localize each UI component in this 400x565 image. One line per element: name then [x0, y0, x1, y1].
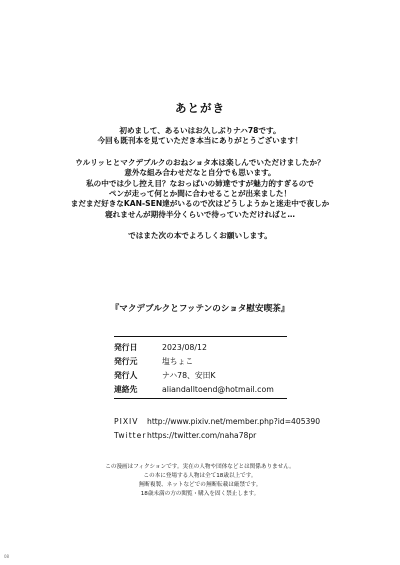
book-title: 『マクデブルクとフッテンのショタ慰安喫茶』 [110, 304, 290, 314]
colophon-label: 連絡先 [114, 385, 138, 395]
colophon-label: 発行元 [114, 356, 138, 366]
disclaimer-line: この漫画はフィクションです。実在の人物や団体などとは関係ありません。 [105, 464, 295, 470]
disclaimer-line: 18歳未満の方の閲覧・購入を固く禁止します。 [140, 491, 260, 497]
afterword-line: 寝れませんが期待半分くらいで待っていただければと… [105, 209, 295, 219]
colophon-row-contact [114, 383, 314, 397]
afterword-line: ウルリッヒとマクデブルクのおねショタ本は楽しんでいただけましたか？ [75, 157, 325, 167]
afterword-line: まだまだ好きなKAN-SEN達がいるので次はどうしようかと迷走中で夜しか [70, 199, 330, 209]
disclaimer [0, 463, 400, 499]
colophon-value: 塩ちょこ [162, 356, 194, 366]
link-label: PIXIV [114, 416, 139, 426]
colophon-row-publisher [114, 354, 314, 368]
colophon-row-issuer [114, 368, 314, 382]
afterword-text [0, 126, 400, 242]
link-row-twitter [114, 428, 364, 442]
paragraph-gap [0, 220, 400, 231]
link-label: Twitter [114, 430, 147, 440]
afterword-line: ではまた次の本でよろしくお願いします。 [128, 231, 272, 241]
colophon-value: ナハ78、安田K [162, 370, 216, 380]
colophon-label: 発行日 [114, 342, 138, 352]
afterword-line: 初めまして、あるいはお久しぶりナハ78です。 [119, 126, 281, 135]
disclaimer-line: 無断複製、ネットなどでの無断転載は厳禁です。 [138, 482, 262, 488]
afterword-line: 今回も既刊本を見ていただき本当にありがとうございます！ [97, 136, 303, 146]
colophon-value: 2023/08/12 [162, 342, 207, 352]
afterword-line: 意外な組み合わせだなと自分でも思います。 [124, 168, 276, 178]
colophon-value: aliandalltoend@hotmail.com [162, 385, 274, 395]
colophon-top-rule [114, 336, 287, 337]
afterword-heading: あとがき [175, 101, 225, 115]
link-row-pixiv [114, 414, 364, 428]
afterword-line: ペンが走って何とか間に合わせることが出来ました！ [108, 189, 292, 199]
page-number: 08 [4, 554, 10, 559]
twitter-link[interactable]: https://twitter.com/naha78pr [147, 430, 257, 440]
disclaimer-line: この本に登場する人物は全て18歳以上です。 [143, 473, 257, 479]
colophon [114, 340, 314, 397]
social-links [114, 414, 364, 442]
pixiv-link[interactable]: http://www.pixiv.net/member.php?id=405390 [147, 416, 321, 426]
colophon-row-date [114, 340, 314, 354]
paragraph-gap [0, 147, 400, 158]
colophon-bottom-rule [114, 398, 287, 399]
afterword-line: 私の中では少し控え目？なおっぱいの姉達ですが魅力的すぎるので [86, 178, 314, 188]
colophon-label: 発行人 [114, 370, 138, 380]
